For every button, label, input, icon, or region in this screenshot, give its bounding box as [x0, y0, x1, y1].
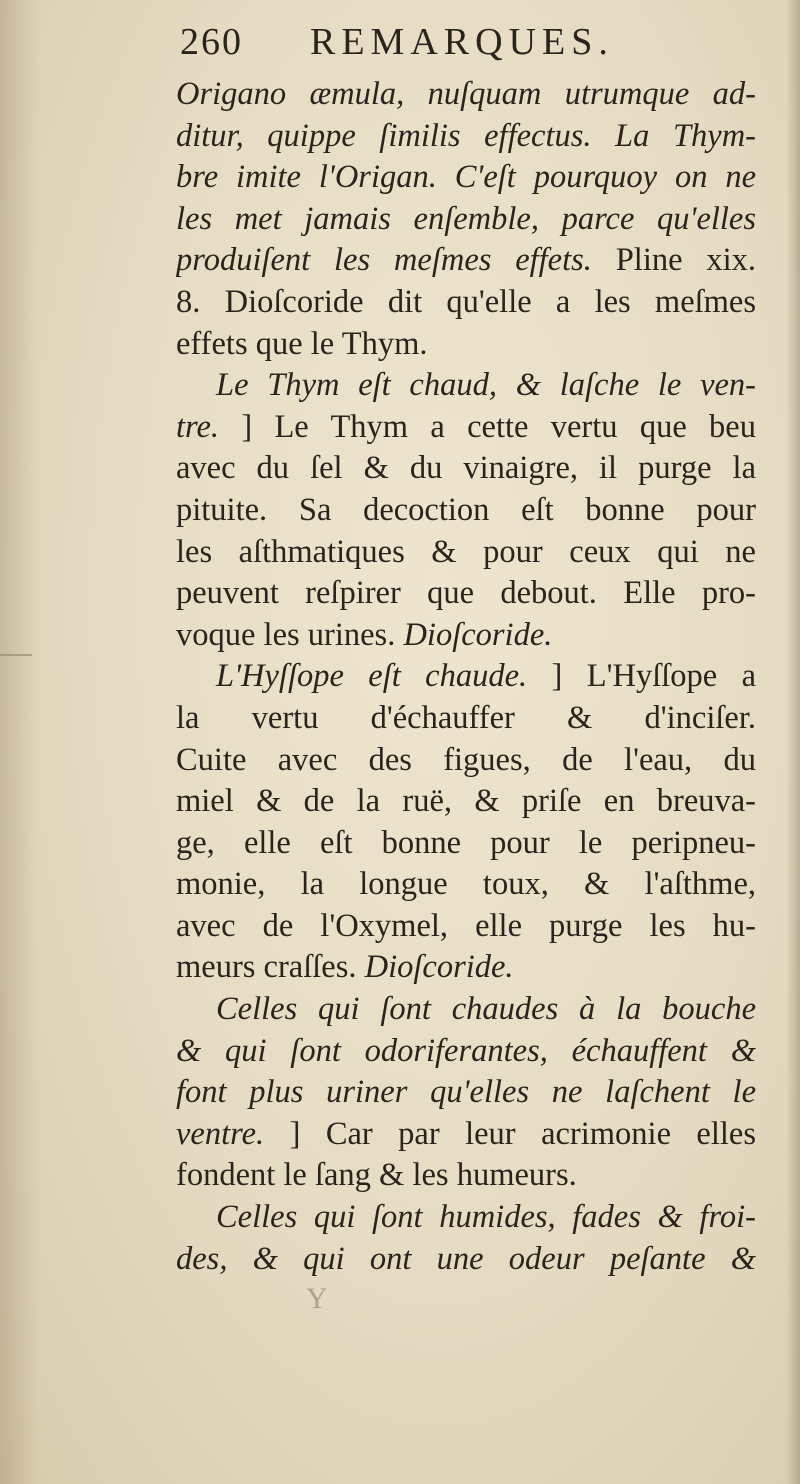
- text-line: [176, 407, 756, 449]
- italic-run: produiſent les meſmes effets.: [176, 242, 616, 279]
- text-line: Origano æmula, nuſquam utrumque ad-: [176, 76, 756, 112]
- running-title: REMARQUES.: [310, 21, 614, 63]
- italic-run: Dioſcoride.: [403, 616, 553, 653]
- italic-run: Dioſcoride.: [364, 949, 514, 986]
- roman-run: meurs craſſes.: [176, 949, 365, 986]
- text-line: [176, 240, 756, 282]
- text-line: ge, elle eſt bonne pour le peripneu-: [176, 824, 756, 861]
- roman-run: Pline xix.: [615, 242, 756, 279]
- page-number: 260: [180, 21, 243, 63]
- text-line: Le Thym eſt chaud, & laſche le ven-: [216, 367, 756, 404]
- roman-run: ] L'Hyſſope a: [551, 658, 756, 695]
- margin-mark: [0, 654, 32, 656]
- text-line: avec de l'Oxymel, elle purge les hu-: [176, 907, 756, 944]
- text-line: des, & qui ont une odeur peſante &: [176, 1240, 756, 1277]
- text-line: peuvent reſpirer que debout. Elle pro-: [176, 575, 756, 612]
- text-line: [176, 947, 756, 989]
- italic-run: ventre.: [176, 1115, 290, 1152]
- text-line: effets que le Thym.: [176, 325, 428, 362]
- gutter-shadow: [0, 0, 40, 1484]
- page-header: [180, 20, 740, 70]
- text-line: miel & de la ruë, & priſe en breuva-: [176, 783, 756, 820]
- text-line: les aſthmatiques & pour ceux qui ne: [176, 533, 756, 570]
- text-line: Cuite avec des figues, de l'eau, du: [176, 741, 756, 778]
- text-line: Celles qui ſont chaudes à la bouche: [216, 991, 756, 1028]
- text-line: fondent le ſang & les humeurs.: [176, 1157, 577, 1194]
- text-line: [176, 656, 756, 698]
- text-line: Celles qui ſont humides, fades & froi-: [216, 1199, 756, 1236]
- text-line: [176, 1114, 756, 1156]
- roman-run: ] Car par leur acrimonie elles: [289, 1115, 756, 1152]
- roman-run: ] Le Thym a cette vertu que beu: [241, 408, 756, 445]
- page-edge-shadow: [786, 0, 800, 1484]
- text-line: [176, 615, 756, 657]
- text-line: la vertu d'échauffer & d'inciſer.: [176, 699, 756, 736]
- body-text: [176, 74, 756, 1280]
- text-line: monie, la longue toux, & l'aſthme,: [176, 866, 756, 903]
- signature-mark: Y: [306, 1282, 328, 1315]
- text-line: les met jamais enſemble, parce qu'elles: [176, 200, 756, 237]
- text-line: font plus uriner qu'elles ne laſchent le: [176, 1074, 756, 1111]
- text-line: & qui ſont odoriferantes, échauffent &: [176, 1032, 756, 1069]
- text-line: avec du ſel & du vinaigre, il purge la: [176, 450, 756, 487]
- text-line: ditur, quippe ſimilis effectus. La Thym-: [176, 117, 756, 154]
- roman-run: voque les urines.: [176, 616, 404, 653]
- text-line: bre imite l'Origan. C'eſt pourquoy on ne: [176, 159, 756, 196]
- italic-run: L'Hyſſope eſt chaude.: [216, 658, 552, 695]
- text-line: 8. Dioſcoride dit qu'elle a les meſmes: [176, 283, 756, 320]
- italic-run: tre.: [176, 408, 242, 445]
- text-line: pituite. Sa decoction eſt bonne pour: [176, 491, 756, 528]
